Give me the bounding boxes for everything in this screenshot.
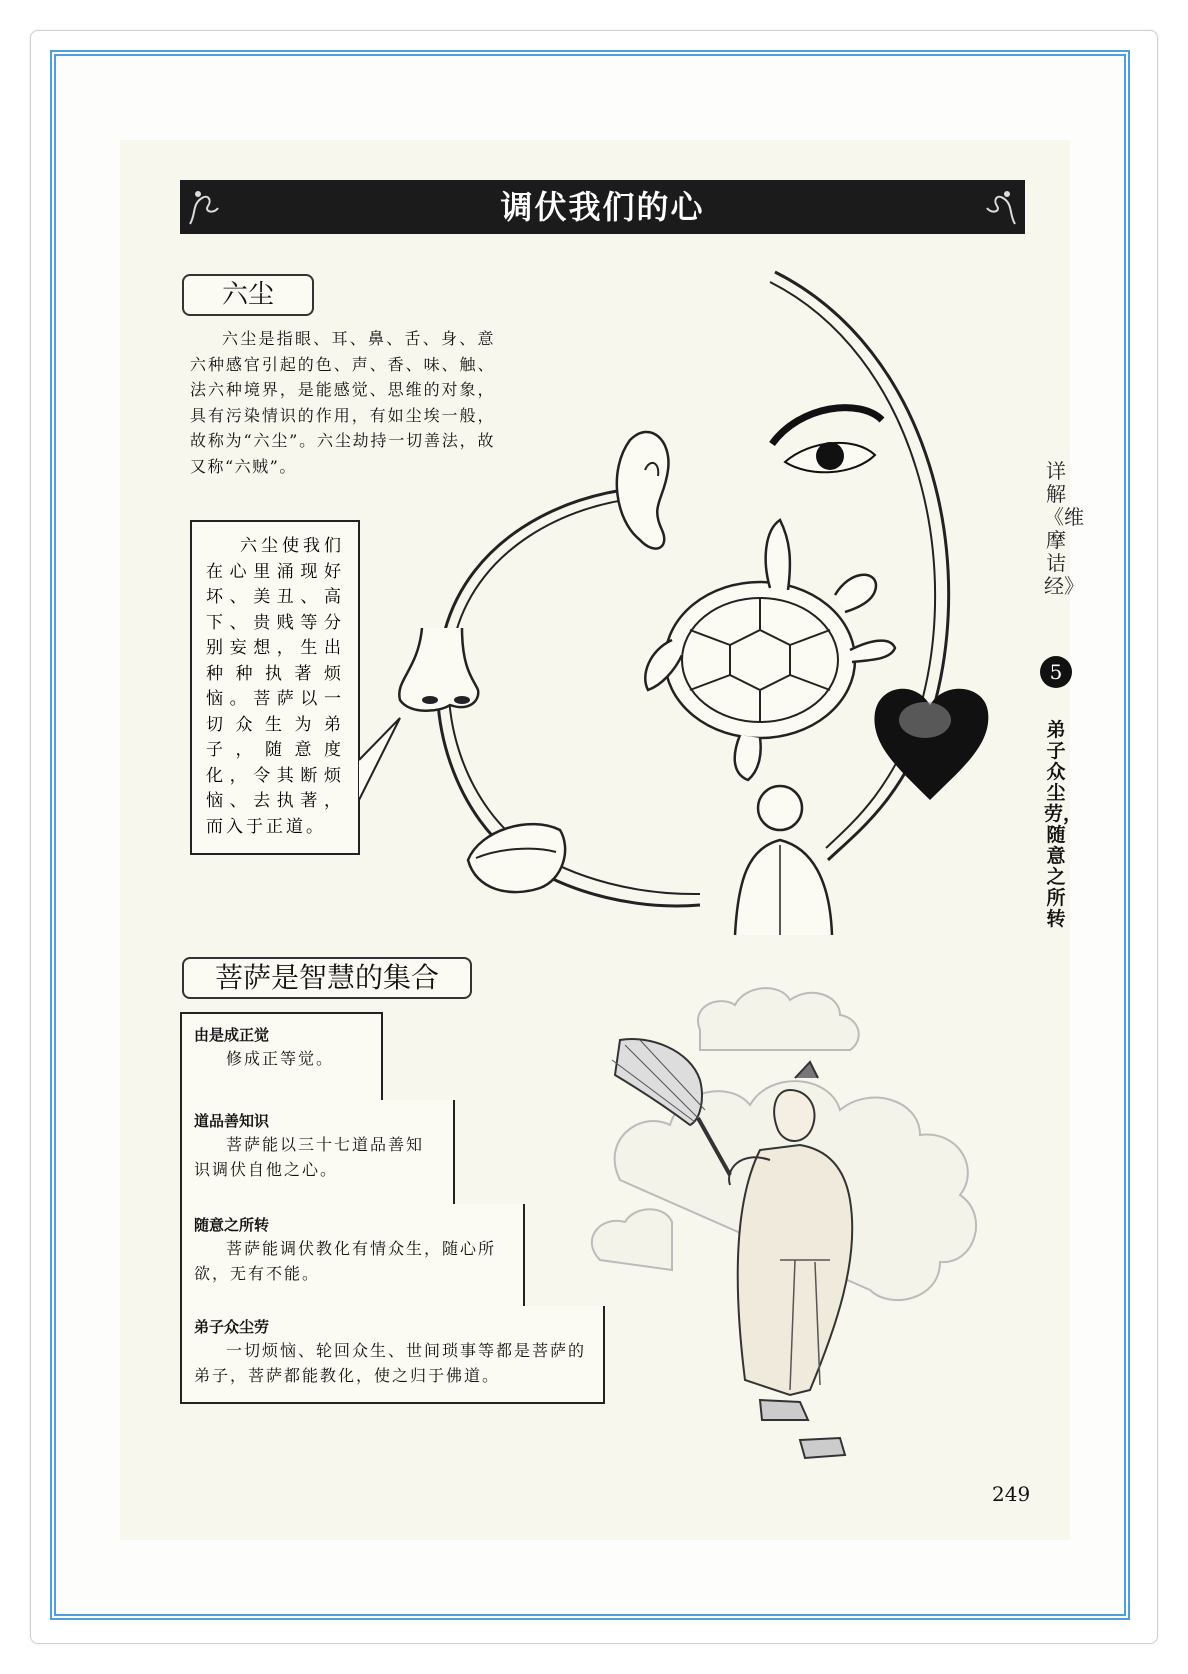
step-heading: 随意之所转: [194, 1216, 270, 1234]
section-heading-bodhisattva: 菩萨是智慧的集合: [182, 957, 472, 999]
six-dusts-paragraph: 六尘是指眼、耳、鼻、舌、身、意六种感官引起的色、声、香、味、触、法六种境界，是能感觉、思维的对象，具有污染情识的作用，有如尘埃一般，故称为“六尘”。六尘劫持一切善法，故又称“六贼”。: [190, 329, 495, 476]
six-dusts-callout: 六尘使我们在心里涌现好坏、美丑、高下、贵贱等分别妄想，生出种种执著烦恼。菩萨以一切众生为弟子，随意度化，令其断烦恼、去执著，而入于正道。: [190, 520, 360, 855]
page-number: 249: [992, 1482, 1031, 1506]
chapter-title-vertical: 弟子众尘劳，随意之所转: [1044, 719, 1083, 930]
step-heading: 弟子众尘劳: [194, 1318, 270, 1336]
chapter-number-badge: 5: [1040, 656, 1072, 688]
step-heading: 由是成正觉: [194, 1026, 270, 1044]
step-body: 修成正等觉。: [226, 1049, 335, 1068]
step-heading: 道品善知识: [194, 1112, 270, 1130]
section-heading-six-dusts: 六尘: [182, 274, 314, 316]
step-body: 菩萨能调伏教化有情众生，随心所欲，无有不能。: [194, 1239, 497, 1283]
step-body: 菩萨能以三十七道品善知识调伏自他之心。: [194, 1135, 425, 1179]
book-title-vertical: 详解《维摩诘经》: [1044, 459, 1084, 598]
page-title: 调伏我们的心: [500, 188, 705, 226]
step-body: 一切烦恼、轮回众生、世间琐事等都是菩萨的弟子，菩萨都能教化，使之归于佛道。: [194, 1341, 587, 1385]
